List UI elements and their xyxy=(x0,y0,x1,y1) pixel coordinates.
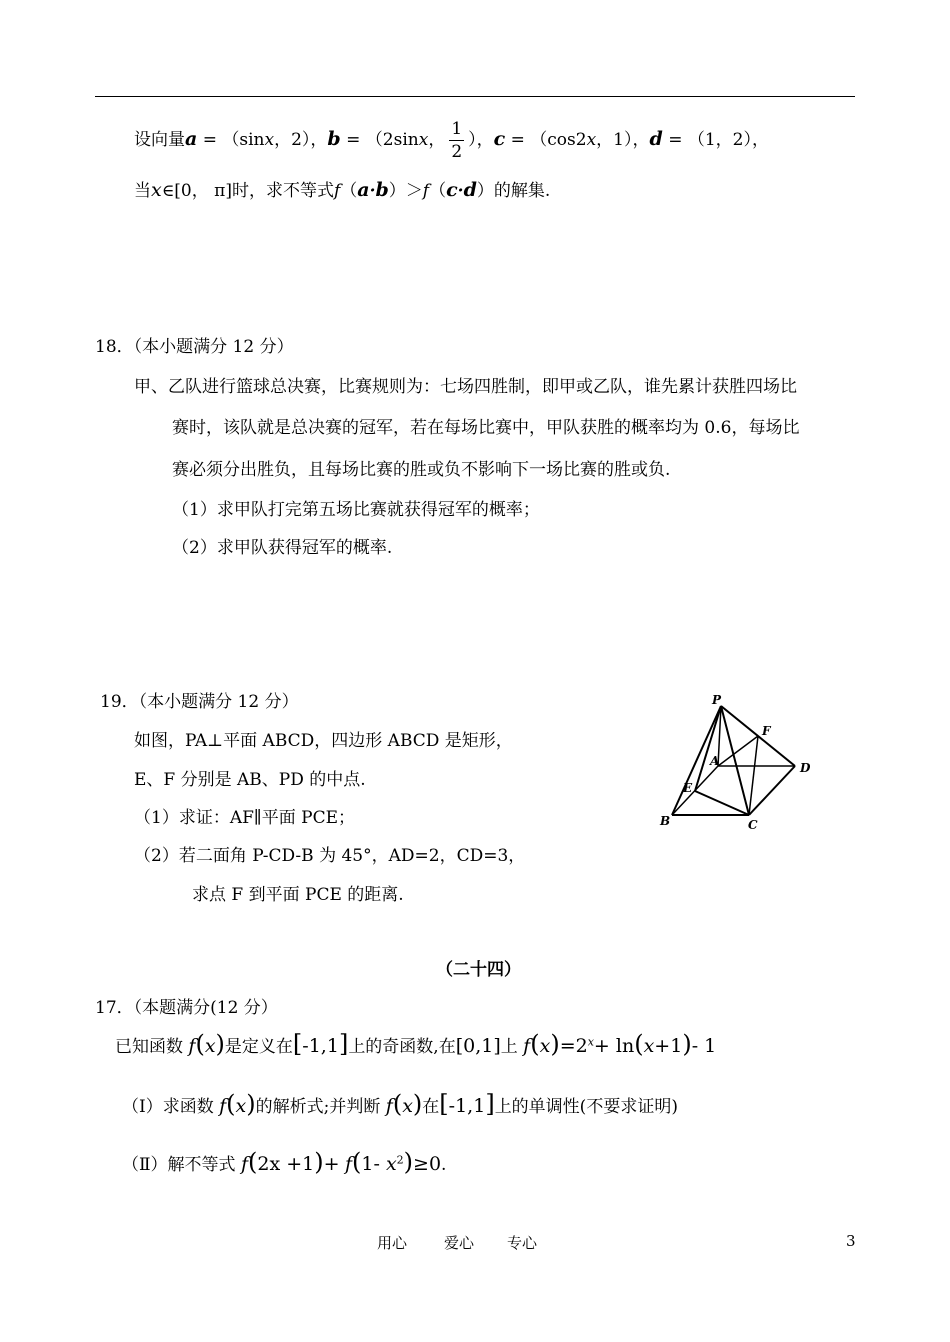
pyramid-figure xyxy=(650,692,830,837)
footer-left: 用心 xyxy=(377,1234,408,1252)
q17-line-1: 已知函数 f(x)是定义在[-1,1]上的奇函数,在[0,1]上 $f(x)=2^x+ \ln(x+1)-$ 1 xyxy=(115,1030,717,1058)
label-F: F xyxy=(762,724,771,738)
label-A: A xyxy=(710,754,720,768)
q18-line-1: 甲、乙队进行篮球总决赛，比赛规则为：七场四胜制，即甲或乙队，谁先累计获胜四场比 xyxy=(134,377,797,397)
q19-line-2: E、F 分别是 AB、PD 的中点. xyxy=(134,770,366,790)
label-E: E xyxy=(683,781,693,795)
label-P: P xyxy=(712,693,722,707)
q19-part-2-cont: 求点 F 到平面 PCE 的距离. xyxy=(192,885,404,905)
q18-number: 18．（本小题满分 12 分） xyxy=(95,337,294,357)
section-heading: （二十四） xyxy=(436,960,521,980)
footer-mid: 爱心 xyxy=(444,1234,475,1252)
q18-part-2: （2）求甲队获得冠军的概率. xyxy=(172,538,393,558)
footer-right: 专心 xyxy=(507,1234,538,1252)
fraction-one-half: $\frac{1}{2}$ xyxy=(451,119,463,162)
q18-line-2: 赛时，该队就是总决赛的冠军，若在每场比赛中，甲队获胜的概率均为 0.6，每场比 xyxy=(172,418,800,438)
q17-number: 17．（本题满分(12 分） xyxy=(95,998,278,1018)
label-C: C xyxy=(748,818,758,832)
q17-part-2: （Ⅱ）解不等式 f(2x +1)+ f(1- $x^2)\ge 0$. xyxy=(122,1148,447,1176)
q19-part-1: （1）求证：AF∥平面 PCE； xyxy=(134,808,355,828)
page-number: 3 xyxy=(846,1232,856,1250)
q19-number: 19．（本小题满分 12 分） xyxy=(100,692,299,712)
header-rule xyxy=(95,96,855,97)
label-D: D xyxy=(800,761,811,775)
label-B: B xyxy=(660,814,671,828)
q19-part-2: （2）若二面角 P-CD-B 为 45°，AD=2，CD=3， xyxy=(134,846,526,866)
q17-part-1: （Ⅰ）求函数 f(x)的解析式;并判断 f(x)在[-1,1]上的单调性(不要求证明) xyxy=(122,1090,678,1118)
q18-line-3: 赛必须分出胜负，且每场比赛的胜或负不影响下一场比赛的胜或负. xyxy=(172,460,671,480)
vector-definition-line: 设向量a = （sinx，2），b = （2sinx， $\frac{1}{2}$ ），c = （cos2x，1），d = （1，2）， xyxy=(134,119,769,162)
q19-line-1: 如图，PA⊥平面 ABCD，四边形 ABCD 是矩形， xyxy=(134,731,513,751)
inequality-line: 当x∈[0， π]时，求不等式f（a·b）＞f（c·d）的解集. xyxy=(134,179,551,201)
q18-part-1: （1）求甲队打完第五场比赛就获得冠军的概率； xyxy=(172,500,540,520)
